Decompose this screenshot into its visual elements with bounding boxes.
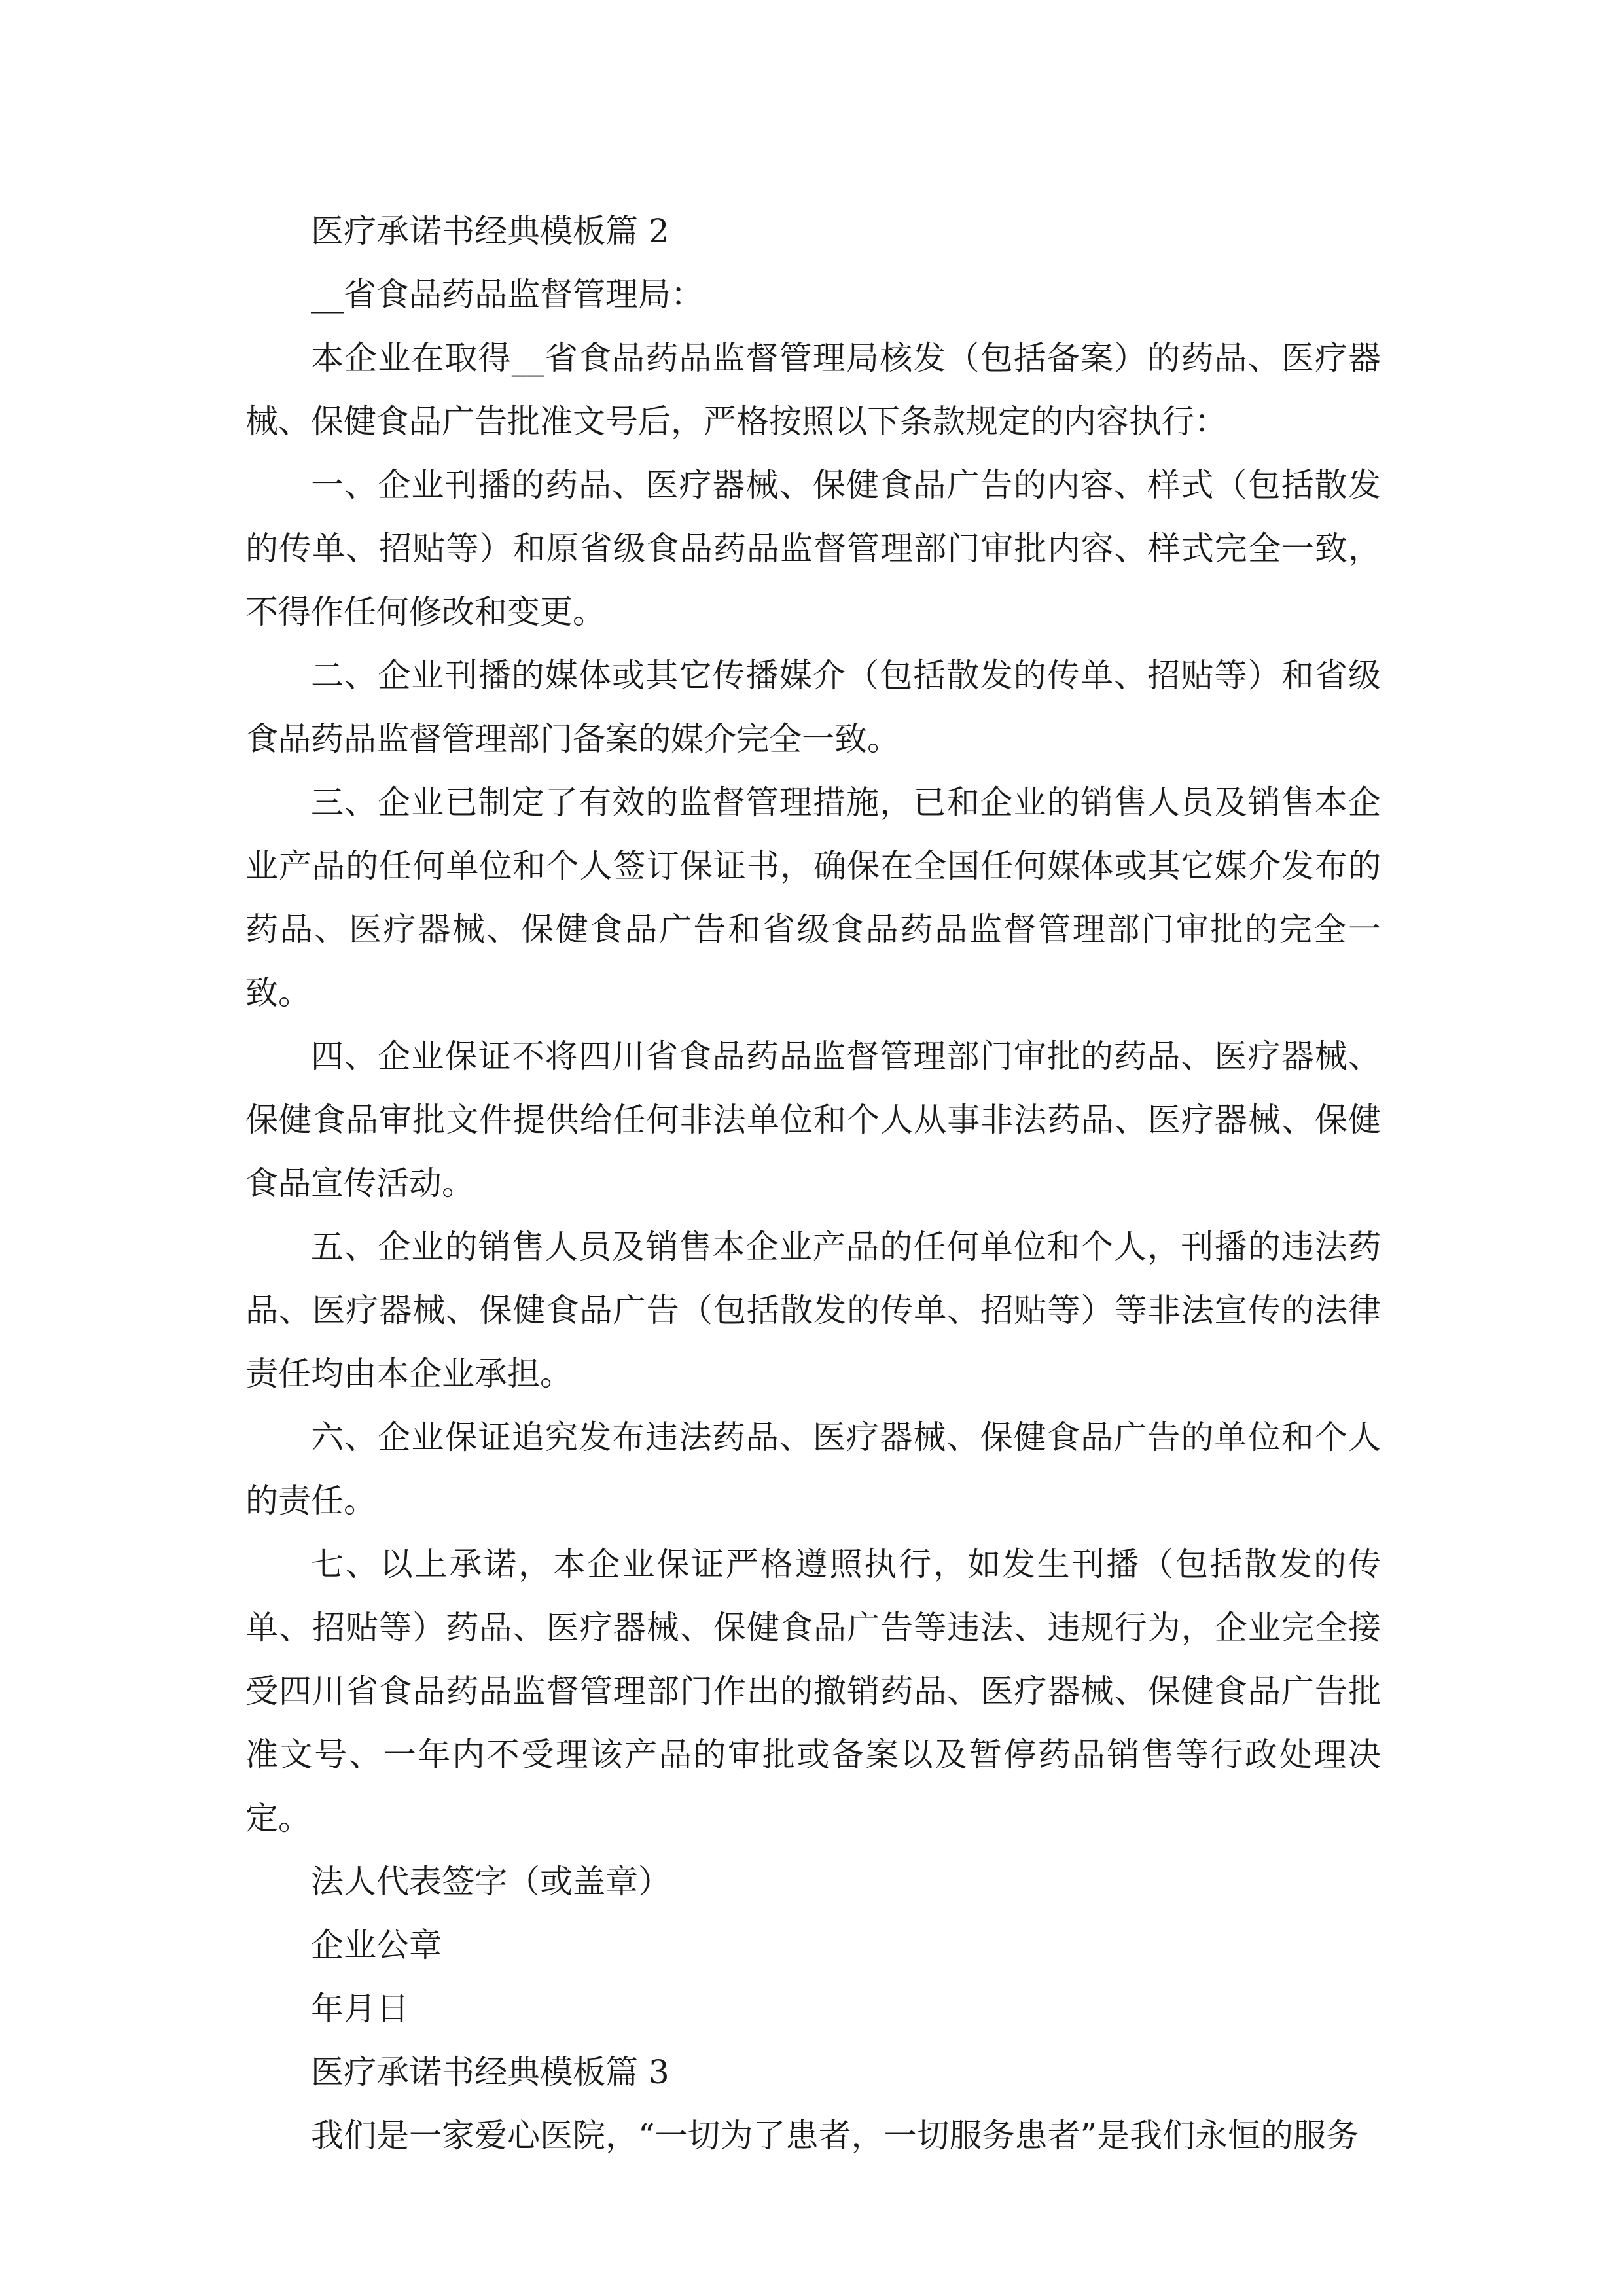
section-title: 医疗承诺书经典模板篇 3 — [311, 2053, 669, 2091]
signature-line: 法人代表签字（或盖章） — [311, 1863, 671, 1901]
clause-paragraph: 五、企业的销售人员及销售本企业产品的任何单位和个人，刊播的违法药品、医疗器械、保健食品广告（包括散发的传单、招贴等）等非法宣传的法律责任均由本企业承担。 — [245, 1228, 1381, 1393]
seal-line: 企业公章 — [311, 1926, 442, 1964]
addressee-line: __省食品药品监督管理局： — [311, 276, 704, 314]
clause-paragraph: 七、以上承诺，本企业保证严格遵照执行，如发生刊播（包括散发的传单、招贴等）药品、医疗器械、保健食品广告等违法、违规行为，企业完全接受四川省食品药品监督管理部门作出的撤销药品、医疗器械、保健食品广告批准文号、一年内不受理该产品的审批或备案以及暂停药品销售等行政处理决定。 — [245, 1545, 1381, 1837]
date-line: 年月日 — [311, 1990, 409, 2028]
clause-paragraph: 四、企业保证不将四川省食品药品监督管理部门审批的药品、医疗器械、保健食品审批文件提供给任何非法单位和个人从事非法药品、医疗器械、保健食品宣传活动。 — [245, 1037, 1381, 1202]
clause-paragraph: 一、企业刊播的药品、医疗器械、保健食品广告的内容、样式（包括散发的传单、招贴等）和原省级食品药品监督管理部门审批内容、样式完全一致，不得作任何修改和变更。 — [245, 466, 1381, 631]
intro-paragraph: 本企业在取得__省食品药品监督管理局核发（包括备案）的药品、医疗器械、保健食品广告批准文号后，严格按照以下条款规定的内容执行： — [245, 339, 1381, 440]
document-body — [245, 200, 1381, 2168]
section-title: 医疗承诺书经典模板篇 2 — [311, 212, 669, 250]
clause-paragraph: 三、企业已制定了有效的监督管理措施，已和企业的销售人员及销售本企业产品的任何单位和个人签订保证书，确保在全国任何媒体或其它媒介发布的药品、医疗器械、保健食品广告和省级食品药品监督管理部门审批的完全一致。 — [245, 783, 1381, 1012]
section3-paragraph: 我们是一家爱心医院，“一切为了患者，一切服务患者”是我们永恒的服务 — [311, 2117, 1359, 2155]
clause-paragraph: 六、企业保证追究发布违法药品、医疗器械、保健食品广告的单位和个人的责任。 — [245, 1418, 1381, 1520]
clause-paragraph: 二、企业刊播的媒体或其它传播媒介（包括散发的传单、招贴等）和省级食品药品监督管理部门备案的媒介完全一致。 — [245, 656, 1381, 758]
